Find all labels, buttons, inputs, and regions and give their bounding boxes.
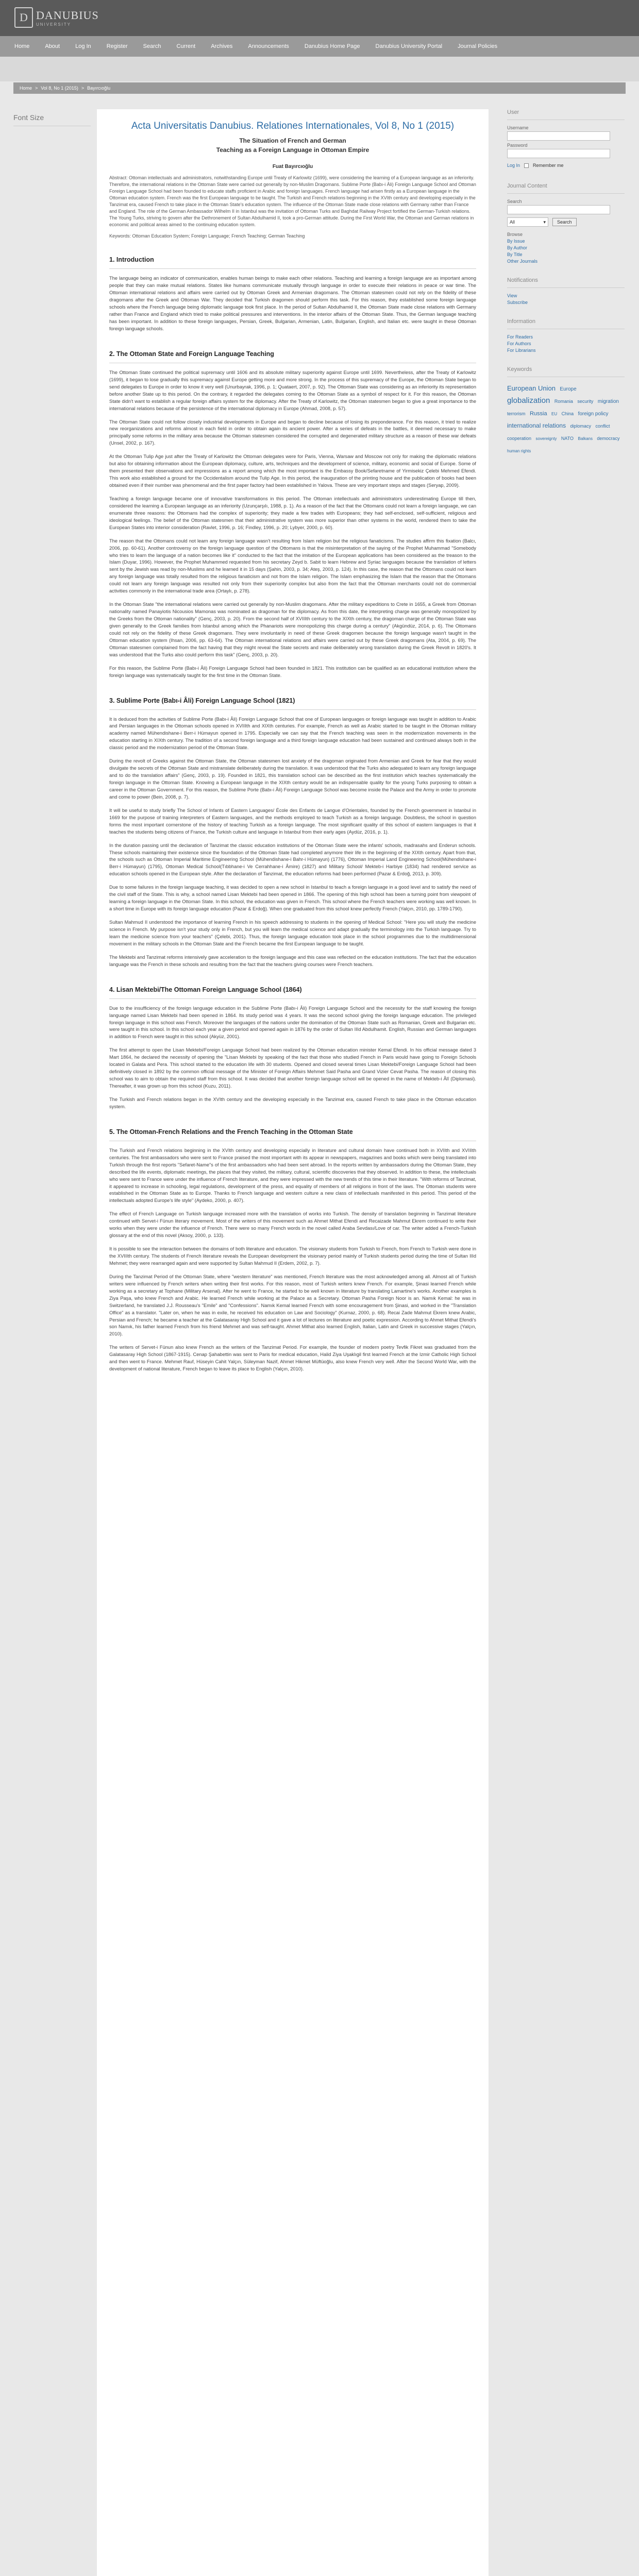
browse-by-issue[interactable]: By Issue xyxy=(507,239,525,244)
browse-other-journals[interactable]: Other Journals xyxy=(507,259,538,264)
paragraph: It is possible to see the interaction between the domains of both literature and education. The visionary students from Turkish to French, from French to Turkish were done in the XVIIIth century. The students of French literature reveals the European development the visionary period mainly of Turkish students period during the time of Sultan IIId Mehmet; they were rearranged again and were supported by Sultan Mahmud II (Erdem, 2002, p. 7). xyxy=(109,1246,476,1266)
paragraph: During the revolt of Greeks against the Ottoman State, the Ottoman statesmen lost anxiety of the dragoman originated from Armenian and Greek for fear that they would divulgate the secrets of the Ottoman State and mistranslate deliberately during the translation. It was understood that the Turks also adequated to learn any foreign language and to do the translation affairs" (Genç, 2003, p. 19). Founded in 1821, this translation school can be described as the first institution which teaches systematically the foreign language in the Ottoman State. Knowing a European language in the XIXth century would be an indispensable quality for the young Turks purposing to obtain a career in the Ottoman Government. For this reason, the Sublime Porte (Babı-i Âli) Foreign Language School was become inside the Palace and the Army in order to promote and come to power (Bein, 2008, p. 7). xyxy=(109,758,476,800)
notifications-title: Notifications xyxy=(507,277,538,283)
section-foreign-language-teaching xyxy=(109,350,476,680)
divider xyxy=(507,193,625,194)
article-title-line-2: Teaching as a Foreign Language in Ottoman Empire xyxy=(216,146,369,154)
search-button[interactable]: Search xyxy=(552,218,577,226)
section-heading: 3. Sublime Porte (Babı-i Âli) Foreign Language School (1821) xyxy=(109,697,295,704)
section-lisan-mektebi xyxy=(109,986,476,1111)
search-label: Search xyxy=(507,199,522,204)
breadcrumb-issue[interactable]: Vol 8, No 1 (2015) xyxy=(41,86,78,91)
section-heading: 1. Introduction xyxy=(109,256,154,264)
paragraph: The reason that the Ottomans could not learn any foreign language wasn't resulting from Islam religion but the religious fanaticisms. The studies affirm this fixation (Balcı, 2006, pp. 60-61). Another controversy on the foreign language question of the Ottomans is that the misinterpretation of the saying of the Prophet Muhammad "Somebody who tries to learn the language of a nation becomes like it" conducted to the fact that the imitation of the European applications has been considered as the treason to the Islam (Duyar, 1996). However, the Prophet Muhammed requested from his secretary Zeyd b. Sabit to learn Hebrew and Syriac languages because the translation of letters sent by the Jewish was read by non-Muslims and he learned it in 15 days (Şahin, 2003, p. 34; Ateş, 2003, p. 124). In this case, the reason that the Ottomans could not learn any foreign language was totally resulted from the religious fanaticism and not from the Islam religion. The Islam emphasizing the Islam that the reason that the Ottomans could not learn any foreign language was resulted not only from their superiority complex but also from the fact that the Ottoman merchants could not do commercial activities commonly in the international trade area (Ortaylı, p. 278). xyxy=(109,538,476,594)
section-introduction xyxy=(109,256,476,333)
username-label: Username xyxy=(507,125,529,130)
chevron-down-icon: ▾ xyxy=(543,219,546,225)
user-title: User xyxy=(507,109,519,115)
divider xyxy=(109,268,476,269)
article-abstract: Abstract: Ottoman intellectuals and administrators, notwithstanding Europe until Treaty of Karlowitz (1699), were considering the learning of a European language as an inferiority. Therefore, the international relations in the Ottoman State were carried out generally by non-Muslim Dragomans. Sublime Porte (Babı-i Âli) Foreign Language School and Ottoman Foreign Language School had been founded to educate staffs proficient in Arabic and foreign languages. French language had arisen firstly as a European language in the Ottoman education system. French was the first European language to be taught. The Turkish and French relations beginning in the XVIth century and developing especially in the Tanzimat era, caused French to take place in the Ottoman State's education system. The influence of the Ottoman State made close relations with Germany rather than France and England. The role of the German Ambassador Wilhelm II in Istanbul was the invitation of Ottoman Turks and Baghdat Railway Project fortified the German-Turkish relations. The Young Turks, striving to govern after the Dethronement of Sultan Abdulhamid II, took a pro-German attitude. During the First World War, the Ottoman and German relations in economic and political areas aimed to the continuing education system. xyxy=(109,175,476,228)
logo-subtext: UNIVERSITY xyxy=(36,22,72,27)
nav-home[interactable]: Home xyxy=(14,43,30,49)
login-button[interactable]: Log In xyxy=(507,163,520,168)
article-author: Fuat Bayırcıoğlu xyxy=(272,164,313,170)
paragraph: The language being an indicator of communication, enables human beings to make each other relations. Teaching and learning a foreign language are as important among people that they can make mutual relations. States like humans communicate mutually through language in order to execute their relations in peace or war time. The Ottoman international relations and affairs were carried out by Ottoman Greek and Armenian dragomans. The Ottoman statesmen could not rely on the fidelity of these dragomans after the Greek and Ottoman War. They decided that Turkish dragomen should perform this task. For this reason, they established some foreign language schools where the French language being diplomatic language took first place. In the period of Sultan Abdulhamid II, the Ottoman State made close relations with Germany rather than France and England which tried to make political pressures and interventions. In the interior affairs of the Ottoman State. Thus, the German language teaching has been important. In addition to these foreign languages, Persian, Greek, Bulgarian, Armenian, Latin, Bulgarian, English, and Italian etc. were taught in these Ottoman foreign language schools. xyxy=(109,276,476,331)
keyword-link[interactable]: Romania xyxy=(554,399,573,404)
remember-checkbox[interactable] xyxy=(524,163,529,168)
breadcrumb-author[interactable]: Bayırcıoğlu xyxy=(87,86,111,91)
nav-current[interactable]: Current xyxy=(176,43,196,49)
browse-by-author[interactable]: By Author xyxy=(507,245,528,250)
search-input[interactable] xyxy=(507,205,610,214)
section-ottoman-french xyxy=(109,1128,476,1373)
main-nav xyxy=(0,36,639,57)
nav-login[interactable]: Log In xyxy=(75,43,91,49)
keyword-link[interactable]: sovereignty xyxy=(535,436,557,441)
information-title: Information xyxy=(507,318,536,325)
info-for-authors[interactable]: For Authors xyxy=(507,341,531,346)
nav-search[interactable]: Search xyxy=(143,43,161,49)
divider xyxy=(507,287,625,288)
divider xyxy=(109,709,476,710)
paragraph: The Ottoman State could not follow closely industrial developments in Europe and began to decline because of losing its preponderance. For this reason, it tried to realize new reorganizations and reforms almost in each field in order to obtain again its ancient power. After a series of defeats in the battles, it deemed necessary to make principally some reforms in the military area because the Ottoman statesmen considered the corrupted and degenerated military structure as a reason of these war defeats (Unsel, 2002, p. 167). xyxy=(109,419,476,446)
article-body xyxy=(97,109,489,2576)
keyword-cloud xyxy=(507,382,625,456)
paragraph: The Turkish and French relations beginning in the XVIth century and developing especially in literature and cultural domain have continued both in XVIIth and XVIIIth centuries. The first ambassadors who were sent to France praised the most important with its appear in newspapers, magazines and books which were being translated into Turkish through the first reports "Sefaret-Name"s of the first ambassadors who had been sent abroad. In the reports written by ambassadors during the Ottoman State, they described the life events, diplomatic meetings, the places that they visited, the military, cultural, scientific discoveries that they observed. In addition to these, the intellectuals who were sent to France were under the influence of French literature, and they were impressed with the new trends of this time in their literature. "With reforms of Tanzimat, it appeared to increase in schooling, legal regulations, development of the press, and equality of members of all religions in front of the laws. The Ottoman students were established in the Ottoman State as to Europe. Thanks to French language and western culture a new class of intellectuals manifested in this period. This period of the intellectuals adopted Europe's life style" (Aydeko, 2000, p. 407). xyxy=(109,1147,476,1204)
breadcrumb: Home > Vol 8, No 1 (2015) > Bayırcıoğlu xyxy=(13,82,626,94)
keyword-link[interactable]: Balkans xyxy=(578,436,593,441)
password-label: Password xyxy=(507,143,528,148)
keyword-link[interactable]: democracy xyxy=(597,436,620,441)
keyword-link[interactable]: diplomacy xyxy=(570,423,592,429)
nav-danubius-home[interactable]: Danubius Home Page xyxy=(304,43,360,49)
journal-content-title: Journal Content xyxy=(507,183,547,189)
left-sidebar xyxy=(13,113,91,130)
paragraph: In the Ottoman State "the international relations were carried out generally by non-Muslim dragomans. After the military expeditions to Crete in 1655, a Greek from Ottoman nationality named Panayiotis Nicousios Mamonas was nominated as dragoman for the diplomacy. As from this date, the interpreting charge was generally monopolized by the Greeks from the Ottoman nationality" (Genç, 2003, p. 20). From the second half of XVIIIth century to the XIXth century, the dragoman charge of the Ottoman State was given generally to the Greek families from Istanbul among which the Phanariots were monopolizing this charge during a century" (Akgündüz, 2014, p. 6). The Ottomans could not rely on the fidelity of these Greek dragomans. They were involuntarily in need of these Greek dragomen because the foreign language wasn't taught in the Ottoman education system (Ihsan, 2006, pp. 63-64). The Ottoman international relations and affairs were carried out by these Greek dragomans (Ata, 2004, p. 69). The Ottoman statesmen complained from the fact having that they might reveal the State secrets and make deliberately wrong translation during the Greek Revolt in 1820's. It was understood that the Turks also could perform this task" (Genç, 2003, p. 20). xyxy=(109,602,476,657)
paragraph: The Turkish and French relations began in the XVIth century and the developing especially in the Tanzimat era, caused French to take place in the Ottoman education system. xyxy=(109,1096,476,1109)
paragraph: The writers of Servet-i Fünun also knew French as the writers of the Tanzimat Period. For example, the founder of modern poetry Tevfik Fikret was graduated from the Galatasaray High School (1867-1915). Cenap Şahabettin was sent to Paris for medical education, Halid Ziya Uşaklıgil first learned French at the Izmir Catholic High School and then went to France. Mehmet Rauf, Hüseyin Cahit Yalçın, Süleyman Nazif, Ahmet Hikmet Müftüoğlu, also knew French very well. After the Second World War, with the development of national literature, French began to leave its place to English (Yalçın, 2010). xyxy=(109,1345,476,1372)
logo-mark: D xyxy=(14,7,33,28)
journal-title: Acta Universitatis Danubius. Relationes Internationales, Vol 8, No 1 (2015) xyxy=(131,121,455,131)
site-header xyxy=(0,0,639,36)
logo-text: DANUBIUS xyxy=(36,8,99,22)
nav-university-portal[interactable]: Danubius University Portal xyxy=(375,43,443,49)
keyword-link[interactable]: foreign policy xyxy=(578,411,609,417)
keyword-link[interactable]: China xyxy=(561,411,574,416)
browse-label: Browse xyxy=(507,232,523,237)
paragraph: Teaching a foreign language became one of innovative transformations in this period. The Ottoman intellectuals and administrators underestimating Europe till then, considered the learning a European language as an inferiority (Uzunçarşılı, 1988, p. 1). As a reason of the fact that the Ottomans could not learn a foreign language, we can enumerate three reasons: the Ottomans had the complex of superiority; they made a few trades with Europeans; they had self-enclosed, self-sufficient, religious and ideological feelings. The belief of the Ottoman statesmen that their administrative system was more superior than other systems in the world, rendered them to take the European States into interior consideration (Ravlet, 1996, p. 16; Findley, 1996, p. 20; Lybyer, 2000, p. 60). xyxy=(109,496,476,530)
search-scope-select[interactable] xyxy=(507,217,548,227)
journal-content-block xyxy=(507,183,625,264)
keyword-link[interactable]: international relations xyxy=(507,422,566,429)
paragraph: The Mektebi and Tanzimat reforms intensively gave acceleration to the foreign language and this case was reflected on the education institutions. The fact that the education language was the French in these schools and resulting from the fact that the teachers giving courses were French teachers. xyxy=(109,954,476,967)
divider xyxy=(109,998,476,999)
paragraph: The first attempt to open the Lisan Mektebi/Foreign Language School had been realized by the Ottoman education minister Kemal Efendi. In his official message dated 3 Mart 1864, he declared the necessity of opening the "Lisan Mektebi by speaking of the fact that those who studied French in Paris would have going to Foreign Schools located in Galata and Pera. This school started to the education life with 30 students. Opened and closed several times Lisan Mektebi/Foreign Language School had been definitively closed in 1892 by the common official message of the Minister of Foreign Affairs Mehmet Said Pasha and Grand Vizier Cevat Pasha. The reason of closing this school was to aim to obtain the required staff from this school. It was decided that another foreign language school will be opened in the name of Mekteb-i Âlî (Diplomasi). Thereafter, it was grown up from this school (Kuzu, 2011). xyxy=(109,1047,476,1089)
keyword-link[interactable]: security xyxy=(577,399,594,404)
nav-announcements[interactable]: Announcements xyxy=(248,43,289,49)
section-sublime-porte xyxy=(109,697,476,969)
password-input[interactable] xyxy=(507,149,610,158)
nav-journal-policies[interactable]: Journal Policies xyxy=(458,43,498,49)
information-block xyxy=(507,318,625,353)
article-title-line-1: The Situation of French and German xyxy=(239,137,346,144)
keyword-link[interactable]: Europe xyxy=(560,386,577,392)
paragraph: Due to some failures in the foreign language teaching, it was decided to open a new school in Istanbul to teach a foreign language in a good level and to satisfy the need of the civil staff of the State. This is why, a school named Lisan Mektebi had been opened in 1866. The opening of this high school has been a turning point from viewpoint of learning a foreign language in the Ottoman State. In this school, the education was given in French. This school where the French teachers were working was well known. In a short time in Europe with its foreign language education (Pazar & Erdoğ). When one graduated from this school knew perfectly French (Yalçın, 2010, pp. 1789-1790). xyxy=(109,885,476,912)
browse-by-title[interactable]: By Title xyxy=(507,252,523,257)
right-sidebar xyxy=(507,109,625,470)
section-heading: 5. The Ottoman-French Relations and the French Teaching in the Ottoman State xyxy=(109,1128,353,1136)
keyword-link[interactable]: Russia xyxy=(529,411,547,417)
paragraph: Due to the insufficiency of the foreign language education in the Sublime Porte (Babı-i Âli) Foreign Language School and the necessity for the staff knowing the foreign language named Lisan Mektebi had been opened in 1864. Its study period was 4 years. It was the second school giving the foreign language education. The privileged foreign language in this school was French. Moreover the languages of the nations under the domination of the Ottoman State such as Romanian, Greek and Bulgarian etc. were taught in this school. In this school each year a given period and opened again in 1876 by the order of Sultan IIId Abdulhamit. English, Russian and German languages in addition to French were taught in this school (Akyüz, 2001). xyxy=(109,1005,476,1040)
remember-label: Remember me xyxy=(533,163,564,168)
paragraph: In the duration passing until the declaration of Tanzimat the classic education institutions of the Ottoman State were the infants' schools, madrasahs and Enderun schools. These schools maintaining their existence since the foundation of the Ottoman State had completed anymore their life in the beginning of the XIXth century. Apart from that, the schools such as Ottoman Imperial Maritime Engineering School (Mühendishane-i Bahr-i Hümayun) (1776), Ottoman Imperial Land Engineering School(Mühendishane-i Berr-i Hümayun) (1795), Ottoman Medical School(Tıbbhane-i Ve Cerrahhane-i Âmire) (1827) and Military School/ Mekteb-i Harbiye (1834) had rendered service as education schools opened in the European style. After the declaration of Tanzimat, the education reforms had been performed (Pazar & Erdoğ, 2013, p. 309). xyxy=(109,842,476,877)
paragraph: It will be useful to study briefly The School of Infants of Eastern Languages/ École des Enfants de Langue d'Orientales, founded by the French government in Istanbul in 1669 for the purpose of training interpreters of Eastern languages, and the methods employed to teach Turkish as a foreign language. Doubtless, the school in question forms the most important cornerstone of the history of teaching Turkish as a foreign language. The most significant quality of this school of eastern languages is that it teaches the students being citizens of France, the Turkish culture and language in Istanbul from their early ages (Aydüz, 2016, p. 1). xyxy=(109,807,476,835)
keyword-link[interactable]: terrorism xyxy=(507,411,526,416)
keyword-link[interactable]: cooperation xyxy=(507,436,532,441)
notifications-block xyxy=(507,277,625,305)
keyword-link[interactable]: NATO xyxy=(561,436,574,441)
nav-register[interactable]: Register xyxy=(106,43,128,49)
keyword-link[interactable]: European Union xyxy=(507,384,556,392)
breadcrumb-home[interactable]: Home xyxy=(20,86,32,91)
keywords-title: Keywords xyxy=(507,366,532,372)
keyword-link[interactable]: human rights xyxy=(507,449,531,453)
keyword-link[interactable]: migration xyxy=(597,399,619,404)
keyword-link[interactable]: globalization xyxy=(507,396,550,405)
paragraph: It is deduced from the activities of Sublime Porte (Babı-i Âli) Foreign Language School that one of European languages or foreign language was taught in addition to Arabic and Persian languages in the Ottoman schools opened in XVIIIth and XIXth centuries. For example, French as well as Arabic started to be taught in the Ottoman military academy named Mühendishane-i Berr-i Hümayun opened in 1795. Especially we can say that the French teaching was seen in the modernization movements in the education starting in XIXth century. The tradition of a second foreign language and a third foreign language education had been sustained and continued always both in the classic period and the modernization period of the Ottoman State. xyxy=(109,716,476,751)
notifications-subscribe[interactable]: Subscribe xyxy=(507,300,528,305)
paragraph: The effect of French Language on Turkish language increased more with the translation of works into Turkish. The density of translation beginning in Tanzimat literature continued with Servet-i Fünun literary movement. Most of the writers of this movement such as Ahmet Mithat Efendi and Recaizade Mahmut Ekrem continued to write their works when they were under the influence of French. There were so many French words in the novel called Araba Sevdası/Love of car. The writer added a French-Turkish glossary at the end of this novel (Aksoy, 2000, p. 133). xyxy=(109,1211,476,1239)
paragraph: The Ottoman State continued the political supremacy until 1606 and its absolute military superiority against Europe until 1699. Nevertheless, after the Treaty of Karlowitz (1699), it began to lose gradually this supremacy against Europe getting more and more strong. In the process of this supremacy of the Europe, the Ottoman State began to send delegates to Europe in order to know it very well (Unurbayrak, 1996, p. 1; Quataert, 2007, p. 92). The Ottoman State was considering as an inferiority its representation before another State up to this period. On the contrary, it regarded the delegates coming to the Ottoman State as a symbol of respect for it. For this reason, the Ottoman State didn't want to establish a regular foreign affairs system for the diplomacy. After the Treaty of Karlowitz, the Ottoman statesmen began to give a great importance to the international relations because of the persistence of the international diplomacy in Europe (Ahmad, 2008, p. 57). xyxy=(109,369,476,411)
keyword-link[interactable]: conflict xyxy=(595,423,610,429)
paragraph: At the Ottoman Tulip Age just after the Treaty of Karlowitz the Ottoman delegates were for Paris, Vienna, Warsaw and Moscow not only for making the diplomatic relations but also for obtaining information about the European diplomacy, culture, arts, techniques and the development of science, military, economic and social of Europe. Some of them presented their observations and impressions as a report among which the most important is the Embassy Book/Sefaretname of Yirmisekiz Çelebi Mehmed Efendi. This work also established a ground for the Occidentalism around the Tulip Age. In this period, the inauguration of the printing house and the publication of books had been obtained even if their number was phenomenal and the first paper factory had been established in Yalova. These are very important steps and stages (Seryap, 2009). xyxy=(109,454,476,488)
article-keywords: Keywords: Ottoman Education System; Foreign Language; French Teaching; German Teaching xyxy=(109,233,305,239)
user-block xyxy=(507,109,625,170)
info-for-readers[interactable]: For Readers xyxy=(507,334,533,340)
paragraph: During the Tanzimat Period of the Ottoman State, where "western literature" was mentioned, French literature was the most acknowledged among all. Almost all of Turkish writers were influenced by French writers when writing their first works. For this reason, most of Turkish writers knew French. For example, Şinasi learned French while working as a secretary at Tophane (Military Arsenal). After he went to France, he started to be well known in literature by translating Lamartine's works. Another examples is Ziya Paşa, who knew French and Arabic. He learned French while working at the Palace as a Secretary. Ottoman Pasha Foreign Noor is an. Namık Kemal: he was in Switzerland, he translated J.J. Rousseau's "Emile" and "Confessions". Namık Kemal learned French with some encouragement from Şinasi, and worked in the "Translation Office" as a translator. "Later on, when he was in exile, he received his education on Law and Sociology" (Kurnaz, 2000, p. 68). Recai Zade Mahmut Ekrem knew Arabic, Persian and French; he became a teacher at the Galatasaray High School and it gave a lot of lectures on literature and poetic expression. According to Ahmet Mithat Efendi's son Namık, his father learned French from his friend Mehmet and was self-taught. Ahmet Mithat also learned English, Italian, Latin and Greek in successive stages (Yalçın, 2010). xyxy=(109,1274,476,1337)
paragraph: For this reason, the Sublime Porte (Babı-i Âli) Foreign Language School had been founded in 1821. This institution can be qualified as an educational institution where the foreign language was systematically taught for the first time in the Ottoman State. xyxy=(109,665,476,678)
nav-about[interactable]: About xyxy=(45,43,60,49)
keywords-block xyxy=(507,366,625,456)
font-size-label: Font Size xyxy=(13,113,44,122)
notifications-view[interactable]: View xyxy=(507,293,517,298)
login-row xyxy=(507,161,625,170)
section-heading: 4. Lisan Mektebi/The Ottoman Foreign Language School (1864) xyxy=(109,986,302,993)
paragraph: Sultan Mahmud II understood the importance of learning French in his speech addressing to students in the opening of Medical School: "Here you will study the medicine science in French. My purpose isn't your study only in French, but you will learn the medical science and adapt gradually the terminology into the Turkish language. Try to learn the medicine science from your teachers" (Çelebi, 2001). Thus, the foreign language education took place in the school programmes due to the multidimensional movement in the military schools in the Ottoman State and the French became the first European language to be taught. xyxy=(109,920,476,946)
section-heading: 2. The Ottoman State and Foreign Language Teaching xyxy=(109,350,274,358)
keyword-link[interactable]: EU xyxy=(551,412,558,416)
info-for-librarians[interactable]: For Librarians xyxy=(507,348,536,353)
search-scope-value: All xyxy=(510,219,515,225)
nav-archives[interactable]: Archives xyxy=(211,43,233,49)
breadcrumb-area xyxy=(0,57,639,81)
site-logo[interactable] xyxy=(14,7,99,28)
username-input[interactable] xyxy=(507,131,610,141)
